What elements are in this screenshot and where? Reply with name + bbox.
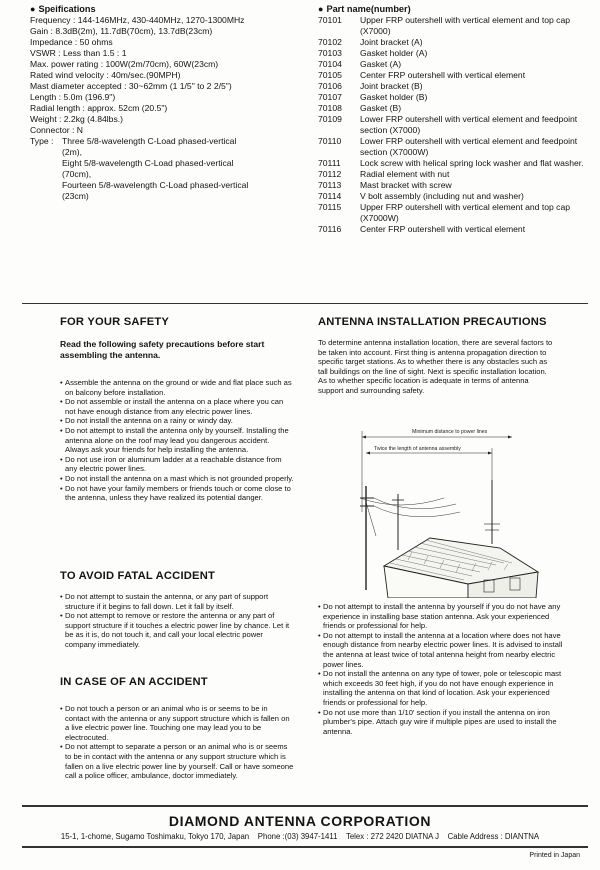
part-row	[318, 180, 586, 191]
part-row	[318, 48, 586, 59]
part-number: 70105	[318, 70, 342, 80]
spec-type-line: Eight 5/8-wavelength C-Load phased-vertical	[62, 158, 234, 168]
spec-type-line: (2m),	[62, 147, 83, 157]
part-number: 70115	[318, 202, 342, 212]
arrow-icon	[488, 452, 492, 455]
part-row	[318, 136, 586, 158]
list-item: • Do not use iron or aluminum ladder at a reachable distance from any electric power lines.	[60, 454, 282, 474]
spec-line: Weight : 2.2kg (4.84lbs.)	[30, 114, 123, 124]
spec-line: Length : 5.0m (196.9")	[30, 92, 116, 102]
parts-section	[318, 4, 586, 235]
part-description: Lower FRP outershell with vertical element and feedpoint section (X7000W)	[360, 136, 578, 157]
part-row	[318, 59, 586, 70]
part-number: 70108	[318, 103, 342, 113]
list-item: • Do not attempt to remove or restore the antenna or any part of support structure if it touches a electric power line by chance. Let it be as it is, do not touch it, and call your local electric power company immediately.	[60, 611, 290, 649]
power-lines	[360, 498, 460, 517]
list-item: • Do not use more than 1/10' section if you install the antenna on iron plumber's pipe. Attach guy wire if multiple pipes are used to install the antenna.	[318, 707, 557, 736]
list-item: • Do not install the antenna on a rainy or windy day.	[60, 416, 233, 426]
part-number: 70114	[318, 191, 342, 201]
spec-line: Gain : 8.3dB(2m), 11.7dB(70cm), 13.7dB(23cm)	[30, 26, 213, 36]
part-number: 70109	[318, 114, 342, 124]
part-row	[318, 103, 586, 114]
printed-in-japan: Printed in Japan	[529, 852, 580, 859]
list-item: • Assemble the antenna on the ground or wide and flat place such as on balcony before installation.	[60, 378, 292, 397]
spec-type-line: Three 5/8-wavelength C-Load phased-vertical	[62, 136, 237, 146]
part-description: Upper FRP outershell with vertical element and top cap (X7000)	[360, 15, 571, 36]
spec-type-line: (70cm),	[62, 169, 92, 179]
spec-line: Rated wind velocity : 40m/sec.(90MPH)	[30, 70, 181, 80]
installation-figure	[360, 420, 560, 598]
safety-section	[60, 316, 294, 503]
accident-heading: IN CASE OF AN ACCIDENT	[60, 676, 208, 688]
company-address: 15-1, 1-chome, Sugamo Toshimaku, Tokyo 170, Japan	[60, 832, 250, 841]
installation-intro: To determine antenna installation location, there are several factors to be taken into account. First thing is antenna propagation direction to specific target stations. As to whether there is any obstacles such as tall buildings on the line of sight. Next is specific installation location. As to whether specific location is adequate in terms of antenna support and surrounding safety.	[318, 338, 553, 395]
list-item: • Do not have your family members or friends touch or come close to the antenna, unless they have realized its potential danger.	[60, 483, 291, 503]
part-description: V bolt assembly (including nut and washer)	[360, 191, 524, 201]
bullet-icon: ●	[30, 4, 36, 14]
part-row	[318, 114, 586, 136]
spec-line: Frequency : 144-146MHz, 430-440MHz, 1270-1300MHz	[30, 15, 245, 25]
list-item: • Do not install the antenna on any type of tower, pole or telescopic mast which exceeds 30 feet high, if you do not have enough experience in installing the antenna on that kind of location. Ask your experienced friends or professional for help.	[318, 669, 562, 707]
fatal-list	[60, 592, 294, 650]
part-row	[318, 202, 586, 224]
list-item: • Do not install the antenna on a mast which is not grounded properly.	[60, 473, 294, 483]
safety-list	[60, 378, 294, 503]
list-item: • Do not attempt to sustain the antenna, or any part of support structure if it begins to fall down. Let it fall by itself.	[60, 592, 269, 611]
footer-top-rule	[22, 805, 588, 807]
list-item: • Do not assemble or install the antenna on a place where you can not have enough distance from any electric power lines.	[60, 397, 284, 416]
arrow-icon	[362, 436, 366, 439]
part-description: Gasket holder (A)	[360, 48, 428, 58]
spec-type-label: Type :	[30, 136, 54, 146]
parts-heading: ● Part name(number)	[318, 4, 411, 14]
company-cable: Cable Address : DIANTNA	[447, 832, 540, 841]
specifications-section	[30, 4, 302, 202]
utility-pole-icon	[360, 486, 376, 590]
spec-line: Mast diameter accepted : 30~62mm (1 1/5" to 2 2/5")	[30, 81, 232, 91]
accident-list	[60, 704, 294, 781]
part-number: 70103	[318, 48, 342, 58]
accident-section	[60, 676, 294, 781]
installation-section	[318, 316, 586, 396]
figure-label-inner: Twice the length of antenna assembly	[374, 446, 461, 452]
bullet-icon: ●	[318, 4, 324, 14]
part-row	[318, 81, 586, 92]
company-telex: Telex : 272 2420 DIATNA J	[345, 832, 439, 841]
part-description: Mast bracket with screw	[360, 180, 452, 190]
arrow-icon	[366, 452, 370, 455]
part-row	[318, 224, 586, 235]
list-item: • Do not attempt to install the antenna only by yourself. Installing the antenna alone on the roof may lead you dangerous accident. Always ask your friends for help installing the antenna.	[60, 425, 289, 455]
installation-list	[318, 602, 568, 736]
part-number: 70106	[318, 81, 342, 91]
company-contact	[0, 832, 600, 841]
list-item: • Do not touch a person or an animal who is or seems to be in contact with the antenna or any support structure which is fallen on a live electric power line. Touching one may lead you to be electrocuted.	[60, 704, 290, 742]
part-description: Lock screw with helical spring lock washer and flat washer.	[360, 158, 584, 168]
spec-line: Max. power rating : 100W(2m/70cm), 60W(23cm)	[30, 59, 219, 69]
part-description: Lower FRP outershell with vertical element and feedpoint section (X7000)	[360, 114, 578, 135]
specifications-heading: ● Speifications	[30, 4, 96, 14]
installation-heading: ANTENNA INSTALLATION PRECAUTIONS	[318, 316, 547, 328]
installation-list-wrap	[318, 602, 568, 736]
list-item: • Do not attempt to separate a person or an animal who is or seems to be in contact with the antenna or any support structure which is fallen on a live electric power line by yourself. Call or have someone call a police officer, ambulance, doctor immediately.	[60, 742, 294, 781]
part-description: Gasket holder (B)	[360, 92, 428, 102]
list-item: • Do not attempt to install the antenna by yourself if you do not have any experience in installing base station antenna. Ask your experienced friends or professional for help.	[318, 602, 561, 631]
part-number: 70116	[318, 224, 342, 234]
safety-intro: Read the following safety precautions before start assembling the antenna.	[60, 339, 265, 360]
spec-type	[30, 136, 302, 202]
company-phone: Phone :(03) 3947-1411	[257, 832, 338, 841]
spec-line: VSWR : Less than 1.5 : 1	[30, 48, 127, 58]
part-row	[318, 15, 586, 37]
safety-heading: FOR YOUR SAFETY	[60, 316, 170, 328]
part-number: 70101	[318, 15, 342, 25]
spec-line: Impedance : 50 ohms	[30, 37, 113, 47]
part-number: 70110	[318, 136, 342, 146]
top-divider	[22, 303, 588, 304]
part-description: Radial element with nut	[360, 169, 450, 179]
spec-line: Radial length : approx. 52cm (20.5")	[30, 103, 168, 113]
part-row	[318, 158, 586, 169]
part-number: 70107	[318, 92, 342, 102]
part-row	[318, 37, 586, 48]
arrow-icon	[508, 436, 512, 439]
part-description: Joint bracket (B)	[360, 81, 423, 91]
part-description: Center FRP outershell with vertical element	[360, 70, 526, 80]
part-description: Upper FRP outershell with vertical element and top cap (X7000W)	[360, 202, 571, 223]
part-description: Gasket (A)	[360, 59, 402, 69]
figure-label-outer: Minimum distance to power lines	[412, 429, 488, 435]
part-row	[318, 92, 586, 103]
part-row	[318, 191, 586, 202]
house-icon	[384, 538, 538, 598]
part-number: 70113	[318, 180, 342, 190]
part-description: Center FRP outershell with vertical element	[360, 224, 526, 234]
fatal-section	[60, 570, 294, 650]
footer-bottom-rule	[22, 846, 588, 848]
spec-type-line: (23cm)	[62, 191, 89, 201]
part-description: Joint bracket (A)	[360, 37, 423, 47]
part-number: 70111	[318, 158, 341, 168]
part-number: 70102	[318, 37, 342, 47]
list-item: • Do not attempt to install the antenna at a location where does not have enough distance from nearby electric power lines. It is advised to install the antenna at least twice of total antenna height from nearby electric power lines.	[318, 630, 563, 669]
fatal-heading: TO AVOID FATAL ACCIDENT	[60, 570, 216, 582]
company-name: DIAMOND ANTENNA CORPORATION	[168, 813, 432, 829]
part-description: Gasket (B)	[360, 103, 402, 113]
part-number: 70112	[318, 169, 342, 179]
spec-type-line: Fourteen 5/8-wavelength C-Load phased-vertical	[62, 180, 249, 190]
part-row	[318, 70, 586, 81]
spec-type-values	[62, 136, 248, 202]
part-row	[318, 169, 586, 180]
part-number: 70104	[318, 59, 342, 69]
spec-line: Connector : N	[30, 125, 84, 135]
